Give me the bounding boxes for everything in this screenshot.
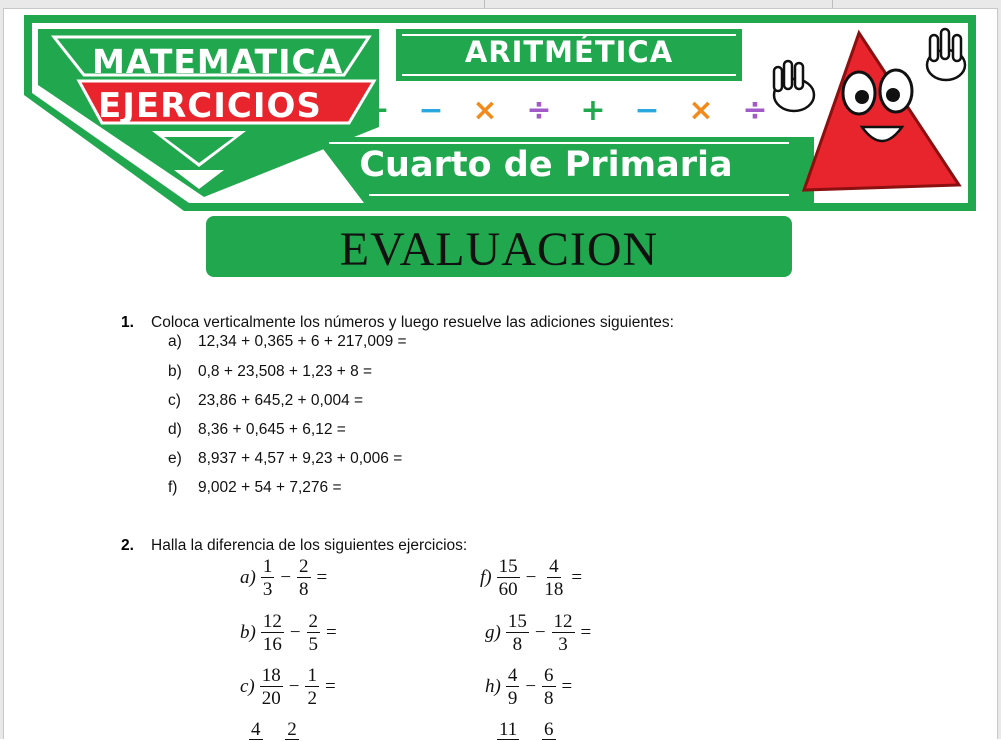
numerator: 2 (308, 611, 319, 632)
denominator: 8 (299, 578, 309, 600)
list-item (168, 363, 372, 381)
item-expression: 8,36 + 0,645 + 6,12 = (198, 421, 346, 438)
minus-sign: − (534, 622, 546, 644)
denominator: 3 (262, 578, 273, 600)
question-2-number: 2. (121, 537, 134, 554)
equals-sign: = (326, 622, 337, 644)
viewer-tab[interactable] (0, 0, 485, 8)
item-label: d) (168, 421, 182, 438)
viewer-tab[interactable] (484, 0, 833, 8)
plus-icon: + (580, 93, 606, 128)
list-item (168, 450, 402, 468)
numerator: 4 (251, 718, 261, 740)
minus-sign: − (289, 622, 301, 644)
numerator: 6 (544, 665, 554, 686)
exercise-label: a) (240, 567, 256, 589)
logo-top-text: MATEMATICA (92, 42, 344, 81)
denominator: 8 (544, 687, 554, 709)
numerator: 15 (507, 611, 527, 632)
numerator: 15 (498, 556, 518, 577)
fraction (506, 612, 529, 655)
item-label: f) (168, 479, 178, 496)
denominator: 2 (307, 687, 317, 709)
fraction (261, 612, 284, 655)
denominator: 9 (507, 687, 518, 709)
numerator: 11 (499, 718, 518, 740)
fraction (285, 720, 299, 741)
numerator: 4 (549, 556, 559, 577)
fraction (542, 557, 565, 600)
numerator: 2 (299, 556, 309, 577)
fraction-exercise (240, 557, 330, 600)
equals-sign: = (571, 567, 583, 589)
subject-title: ARITMÉTICA (464, 35, 674, 69)
fraction-exercise (240, 666, 339, 709)
denominator: 18 (544, 578, 564, 600)
equals-sign: = (580, 622, 592, 644)
fraction (497, 557, 520, 600)
question-2-text: Halla la diferencia de los siguientes ejercicios: (151, 537, 468, 554)
numerator: 18 (261, 665, 281, 686)
minus-icon: − (634, 93, 660, 128)
fraction-exercise (494, 719, 559, 741)
fraction-exercise (246, 719, 302, 741)
numerator: 2 (287, 718, 297, 740)
fraction-exercise (485, 666, 575, 709)
numerator: 12 (262, 611, 282, 632)
divide-icon: ÷ (526, 93, 552, 128)
item-label: c) (168, 392, 181, 409)
exercise-label: h) (485, 676, 501, 698)
denominator: 20 (261, 687, 281, 709)
fraction (261, 557, 275, 600)
numerator: 12 (553, 611, 573, 632)
fraction-exercise (485, 612, 594, 655)
fraction (542, 666, 556, 709)
question-1-text: Coloca verticalmente los números y luego resuelve las adiciones siguientes: (151, 314, 674, 331)
item-label: a) (168, 333, 182, 350)
minus-sign: − (288, 676, 300, 698)
exercise-label: c) (240, 676, 255, 698)
exercise-label: g) (485, 622, 501, 644)
viewer-left-edge (0, 8, 4, 739)
minus-sign: − (280, 567, 292, 589)
fraction (260, 666, 283, 709)
item-label: e) (168, 450, 182, 467)
equals-sign: = (561, 676, 573, 698)
viewer-top-bar (0, 0, 1001, 9)
item-expression: 0,8 + 23,508 + 1,23 + 8 = (198, 363, 373, 380)
fraction (506, 666, 520, 709)
page-title: EVALUACION (339, 223, 659, 276)
operator-row (359, 94, 773, 128)
equals-sign: = (316, 567, 328, 589)
fraction (249, 720, 263, 741)
fraction (497, 720, 519, 741)
fraction (552, 612, 575, 655)
numerator: 6 (544, 718, 554, 740)
question-1-number: 1. (121, 314, 134, 331)
header-banner (24, 15, 976, 211)
minus-icon: − (418, 93, 444, 128)
denominator: 8 (512, 633, 523, 655)
fraction (542, 720, 556, 741)
exercise-label: f) (480, 567, 492, 589)
denominator: 3 (558, 633, 568, 655)
logo-bottom-text: EJERCICIOS (98, 86, 322, 126)
list-item (168, 421, 346, 439)
fraction-exercise (480, 557, 585, 600)
item-label: b) (168, 363, 182, 380)
numerator: 1 (262, 556, 273, 577)
minus-sign: − (525, 567, 537, 589)
fraction (297, 557, 311, 600)
times-icon: × (688, 93, 714, 128)
plus-icon: + (364, 93, 390, 128)
fraction-exercise (240, 612, 340, 655)
minus-sign: − (525, 676, 537, 698)
item-expression: 9,002 + 54 + 7,276 = (198, 479, 342, 496)
fraction (307, 612, 321, 655)
item-expression: 23,86 + 645,2 + 0,004 = (198, 392, 364, 409)
item-expression: 8,937 + 4,57 + 9,23 + 0,006 = (198, 450, 403, 467)
list-item (168, 479, 342, 497)
times-icon: × (472, 93, 498, 128)
fraction (305, 666, 319, 709)
list-item (168, 392, 363, 410)
equals-sign: = (324, 676, 336, 698)
numerator: 1 (307, 665, 317, 686)
viewer-scrollbar[interactable] (997, 8, 1001, 739)
title-box (206, 216, 792, 277)
denominator: 60 (498, 578, 518, 600)
item-expression: 12,34 + 0,365 + 6 + 217,009 = (198, 333, 407, 350)
denominator: 16 (262, 633, 282, 655)
list-item (168, 333, 407, 351)
divide-icon: ÷ (742, 93, 768, 128)
denominator: 5 (308, 633, 319, 655)
numerator: 4 (507, 665, 518, 686)
grade-title: Cuarto de Primaria (359, 145, 733, 185)
exercise-label: b) (240, 622, 256, 644)
